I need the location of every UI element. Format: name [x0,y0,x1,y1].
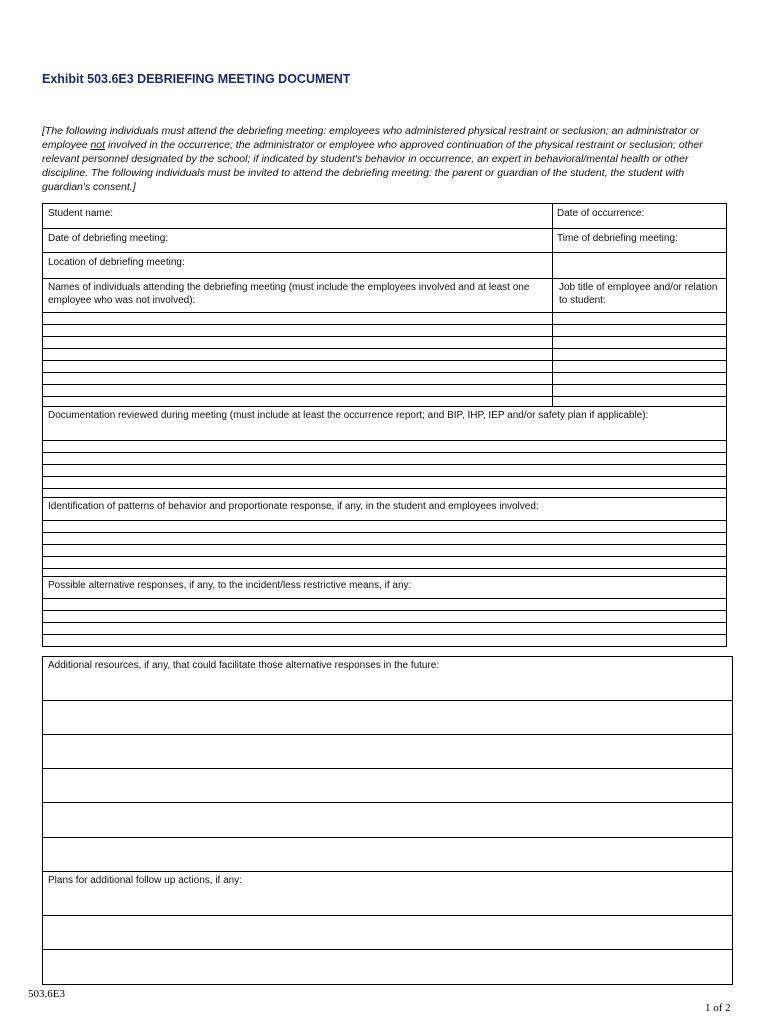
page-number: 1 of 2 [705,1002,731,1014]
documentation-reviewed-field[interactable]: Documentation reviewed during meeting (must include at least the occurrence report; and BIP, IHP, IEP and/or safety plan if applicable): [48,410,649,421]
follow-up-plans-field[interactable]: Plans for additional follow up actions, if any: [48,875,242,886]
student-name-field[interactable]: Student name: [48,208,114,219]
page-title: Exhibit 503.6E3 DEBRIEFING MEETING DOCUMENT [42,72,351,86]
additional-resources-field[interactable]: Additional resources, if any, that could facilitate those alternative responses in the future: [48,660,440,671]
patterns-of-behavior-field[interactable]: Identification of patterns of behavior and proportionate response, if any, in the student and employees involved: [48,501,539,512]
date-of-meeting-field[interactable]: Date of debriefing meeting: [48,233,169,244]
date-of-occurrence-field[interactable]: Date of occurrence: [557,208,645,219]
alternative-responses-field[interactable]: Possible alternative responses, if any, to the incident/less restrictive means, if any: [48,580,412,591]
time-of-meeting-field[interactable]: Time of debriefing meeting: [557,233,678,244]
job-title-field[interactable]: Job title of employee and/or relation to student: [559,282,718,306]
form-number: 503.6E3 [28,988,65,1000]
location-field[interactable]: Location of debriefing meeting: [48,257,185,268]
instructions-paragraph: [The following individuals must attend the debriefing meeting: employees who administered physical restraint or seclusion; an administrator or employee not involved in the occurrence; the administrator or employee who approved continuation of the physical restraint or seclusion; other relevant personnel designated by the school; if indicated by student's behavior in occurrence, an expert in behavioral/mental health or other discipline. The following individuals must be invited to attend the debriefing meeting: the parent or guardian of the student, the student with guardian's consent.] [42,125,703,193]
names-attending-field[interactable]: Names of individuals attending the debriefing meeting (must include the employees involved and at least one employee who was not involved): [48,282,530,306]
